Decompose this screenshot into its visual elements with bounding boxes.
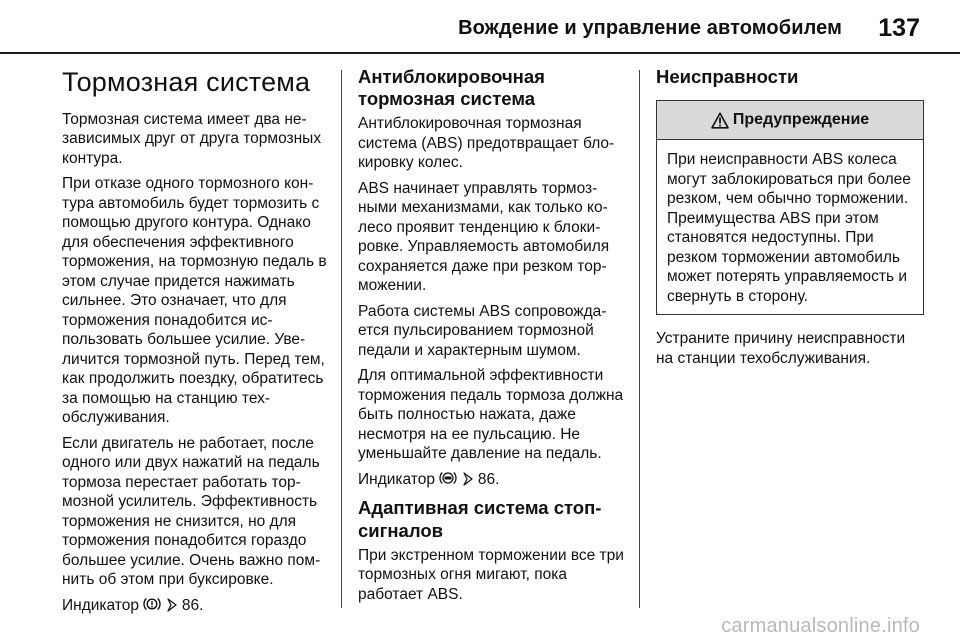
paragraph: Устраните причину неисправности на станции техобслуживания. bbox=[656, 330, 906, 367]
warning-triangle-icon bbox=[711, 112, 729, 129]
paragraph: Тормозная система имеет два независимых друг от друга тормозных контура. bbox=[62, 110, 322, 167]
section-heading-abs: Антиблокировочная тормозная система bbox=[358, 66, 545, 110]
indicator-label: Индикатор bbox=[358, 470, 435, 488]
section-heading-malfunctions: Неисправности bbox=[656, 66, 799, 87]
indicator-page-ref: 86. bbox=[477, 470, 500, 488]
header-rule bbox=[0, 52, 960, 54]
paragraph: Работа системы ABS сопровождается пульсированием тормозной педали и характерным шумом. bbox=[358, 302, 607, 359]
indicator-line bbox=[62, 596, 330, 618]
column-3 bbox=[656, 66, 924, 374]
paragraph: При отказе одного тормозного контура автомобиль будет тормозить с помощью другого контура. Однако для обеспечения эффективного торможения, на тормозную педаль в этом случае придется нажимать сильнее. Это означает, что для торможения понадобится использовать большее усилие. Увеличится тормозной путь. Перед тем, как продолжить поездку, обратитесь за помощью на станцию техобслуживания. bbox=[62, 175, 327, 427]
page-reference-icon bbox=[462, 472, 474, 492]
page-header bbox=[0, 0, 960, 52]
indicator-page-ref: 86. bbox=[181, 596, 204, 614]
page-number: 137 bbox=[878, 14, 920, 42]
paragraph: ABS начинает управлять тормозными механизмами, как только колесо проявит тенденцию к блокировке. Управляемость автомобиля сохраняется даже при резком торможении. bbox=[358, 179, 610, 295]
header-title: Вождение и управление автомобилем bbox=[458, 17, 842, 39]
paragraph: Для оптимальной эффективности торможения педаль тормоза должна быть полностью нажата, даже несмотря на ее пульсацию. Не уменьшайте давление на педаль. bbox=[358, 367, 624, 463]
paragraph: Антиблокировочная тормозная система (ABS) предотвращает блокировку колес. bbox=[358, 115, 615, 172]
column-divider-1 bbox=[341, 70, 342, 608]
warning-box bbox=[656, 100, 924, 315]
brake-warning-icon bbox=[143, 596, 161, 618]
indicator-line bbox=[358, 470, 628, 492]
watermark: carmanualsonline.info bbox=[721, 615, 920, 637]
paragraph: При экстренном торможении все три тормозных огня мигают, пока работает ABS. bbox=[358, 546, 624, 603]
column-2 bbox=[358, 66, 628, 610]
section-heading-adaptive-brake-lights: Адаптивная система стоп-сигналов bbox=[358, 497, 602, 541]
page-reference-icon bbox=[166, 598, 178, 618]
column-divider-2 bbox=[639, 70, 640, 608]
paragraph: Если двигатель не работает, после одного или двух нажатий на педаль тормоза перестает работать тормозной усилитель. Эффективность торможения не снизится, но для торможения понадобится гораздо большее усилие. Очень важно помнить об этом при буксировке. bbox=[62, 434, 321, 589]
warning-text: При неисправности ABS колеса могут заблокироваться при более резком, чем обычно торможении. Преимущества ABS при этом становятся недоступны. При резком торможении автомобиль может потерять управляемость и свернуть в сторону. bbox=[667, 151, 911, 305]
column-1 bbox=[62, 66, 330, 623]
abs-indicator-icon bbox=[439, 470, 457, 492]
warning-title: Предупреждение bbox=[732, 111, 870, 129]
section-heading-brake-system: Тормозная система bbox=[62, 67, 311, 97]
warning-header bbox=[657, 101, 923, 140]
indicator-label: Индикатор bbox=[62, 596, 139, 614]
